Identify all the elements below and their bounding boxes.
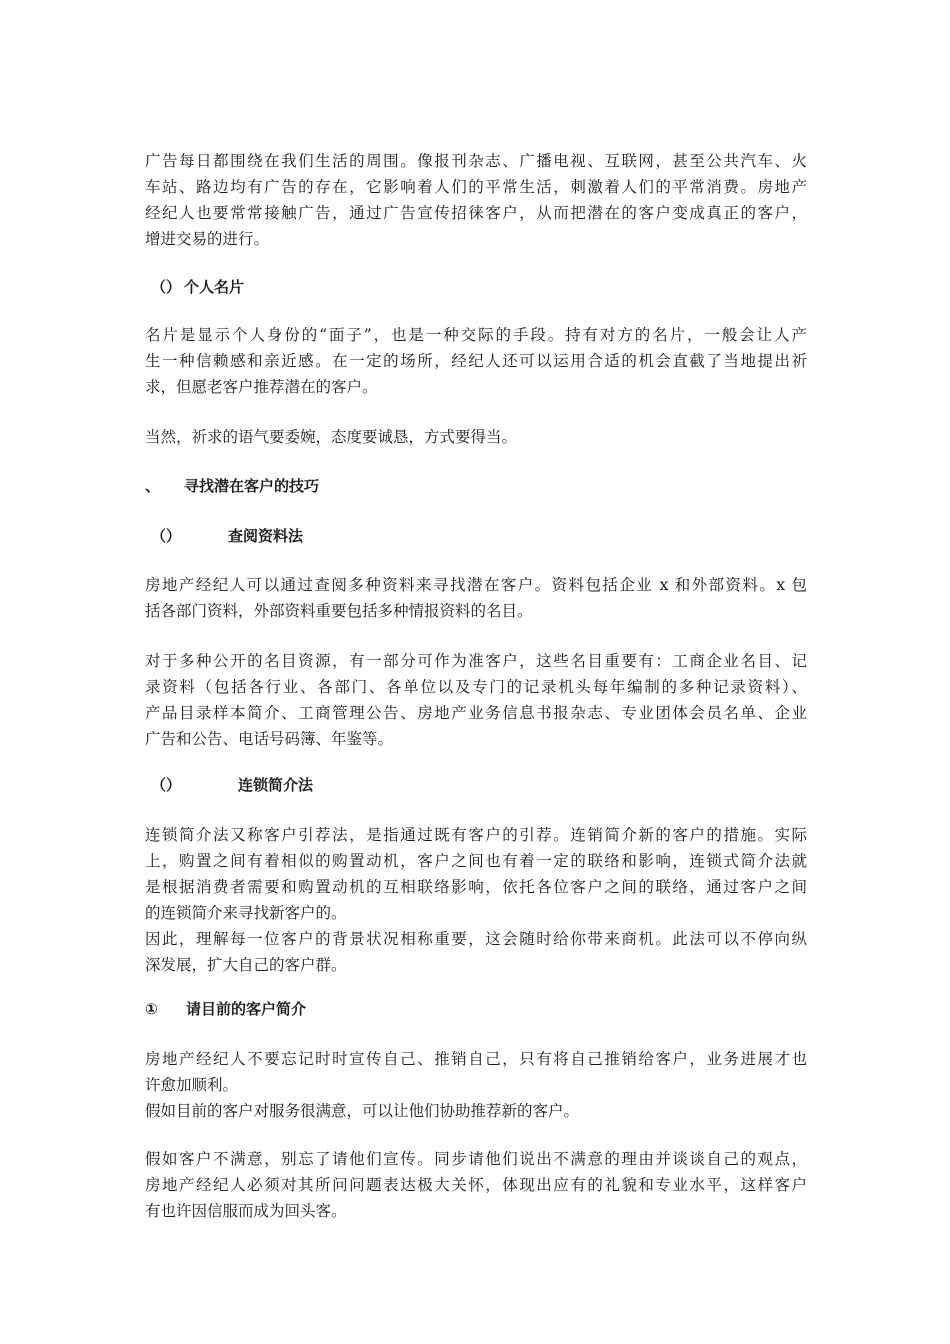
text-line: 是根据消费者需要和购置动机的互相联络影响，依托各位客户之间的联络，通过客户之间 xyxy=(145,878,807,896)
text-line: 生一种信赖感和亲近感。在一定的场所，经纪人还可以运用合适的机会直截了当地提出祈 xyxy=(145,352,807,370)
heading-marker: （） xyxy=(151,278,182,296)
heading-marker: ① xyxy=(145,1000,158,1018)
text-line: 假如客户不满意，别忘了请他们宣传。同步请他们说出不满意的理由并谈谈自己的观点， xyxy=(145,1150,807,1168)
text-line: 许愈加顺利。 xyxy=(145,1076,239,1094)
text-line: 求，但愿老客户推荐潜在的客户。 xyxy=(145,378,378,396)
text-line: 上，购置之间有着相似的购置动机，客户之间也有着一定的联络和影响，连锁式简介法就 xyxy=(145,852,807,870)
text-line: 当然，祈求的语气要委婉，态度要诚恳，方式要得当。 xyxy=(145,428,518,446)
text-line: 房地产经纪人不要忘记时时宣传自己、推销自己，只有将自己推销给客户，业务进展才也 xyxy=(145,1050,807,1068)
heading-personal-card: 个人名片 xyxy=(184,278,245,296)
text-line: 假如目前的客户对服务很满意，可以让他们协助推荐新的客户。 xyxy=(145,1102,580,1120)
text-line: 有也许因信服而成为回头客。 xyxy=(145,1202,347,1220)
text-line: 增进交易的进行。 xyxy=(145,230,270,248)
text-line: 名片是显示个人身份的“面子”，也是一种交际的手段。持有对方的名片，一般会让人产 xyxy=(145,326,807,344)
text-line: 括各部门资料，外部资料重要包括多种情报资料的名目。 xyxy=(145,602,533,620)
text-line: 深发展，扩大自己的客户群。 xyxy=(145,956,347,974)
text-line: 车站、路边均有广告的存在，它影响着人们的平常生活，刺激着人们的平常消费。房地产 xyxy=(145,178,807,196)
text-line: 产品目录样本简介、工商管理公告、房地产业务信息书报杂志、专业团体会员名单、企业 xyxy=(145,704,807,722)
text-line: 因此，理解每一位客户的背景状况相称重要，这会随时给你带来商机。此法可以不停向纵 xyxy=(145,930,807,948)
heading-marker: 、 xyxy=(145,477,161,495)
text-line: 广告和公告、电话号码簿、年鉴等。 xyxy=(145,730,394,748)
text-line: 的连锁简介来寻找新客户的。 xyxy=(145,904,347,922)
heading-referral: 请目前的客户简介 xyxy=(186,1000,307,1018)
text-line: 房地产经纪人必须对其所问问题表达极大关怀，体现出应有的礼貌和专业水平，这样客户 xyxy=(145,1176,807,1194)
heading-marker: （） xyxy=(151,527,182,545)
text-line: 录资料（包括各行业、各部门、各单位以及专门的记录机头每年编制的多种记录资料）、 xyxy=(145,678,807,696)
text-line: 房地产经纪人可以通过查阅多种资料来寻找潜在客户。资料包括企业 x 和外部资料。x 包 xyxy=(145,576,807,594)
text-line: 经纪人也要常常接触广告，通过广告宣传招徕客户，从而把潜在的客户变成真正的客户， xyxy=(145,204,807,222)
text-line: 广告每日都围绕在我们生活的周围。像报刊杂志、广播电视、互联网，甚至公共汽车、火 xyxy=(145,152,807,170)
text-line: 对于多种公开的名目资源，有一部分可作为准客户，这些名目重要有：工商企业名目、记 xyxy=(145,652,807,670)
heading-chain-method: 连锁简介法 xyxy=(238,776,314,794)
text-line: 连锁简介法又称客户引荐法，是指通过既有客户的引荐。连销简介新的客户的措施。实际 xyxy=(145,826,807,844)
heading-find-prospects: 寻找潜在客户的技巧 xyxy=(184,477,320,495)
heading-lookup-method: 查阅资料法 xyxy=(228,527,304,545)
heading-marker: （） xyxy=(151,776,182,794)
